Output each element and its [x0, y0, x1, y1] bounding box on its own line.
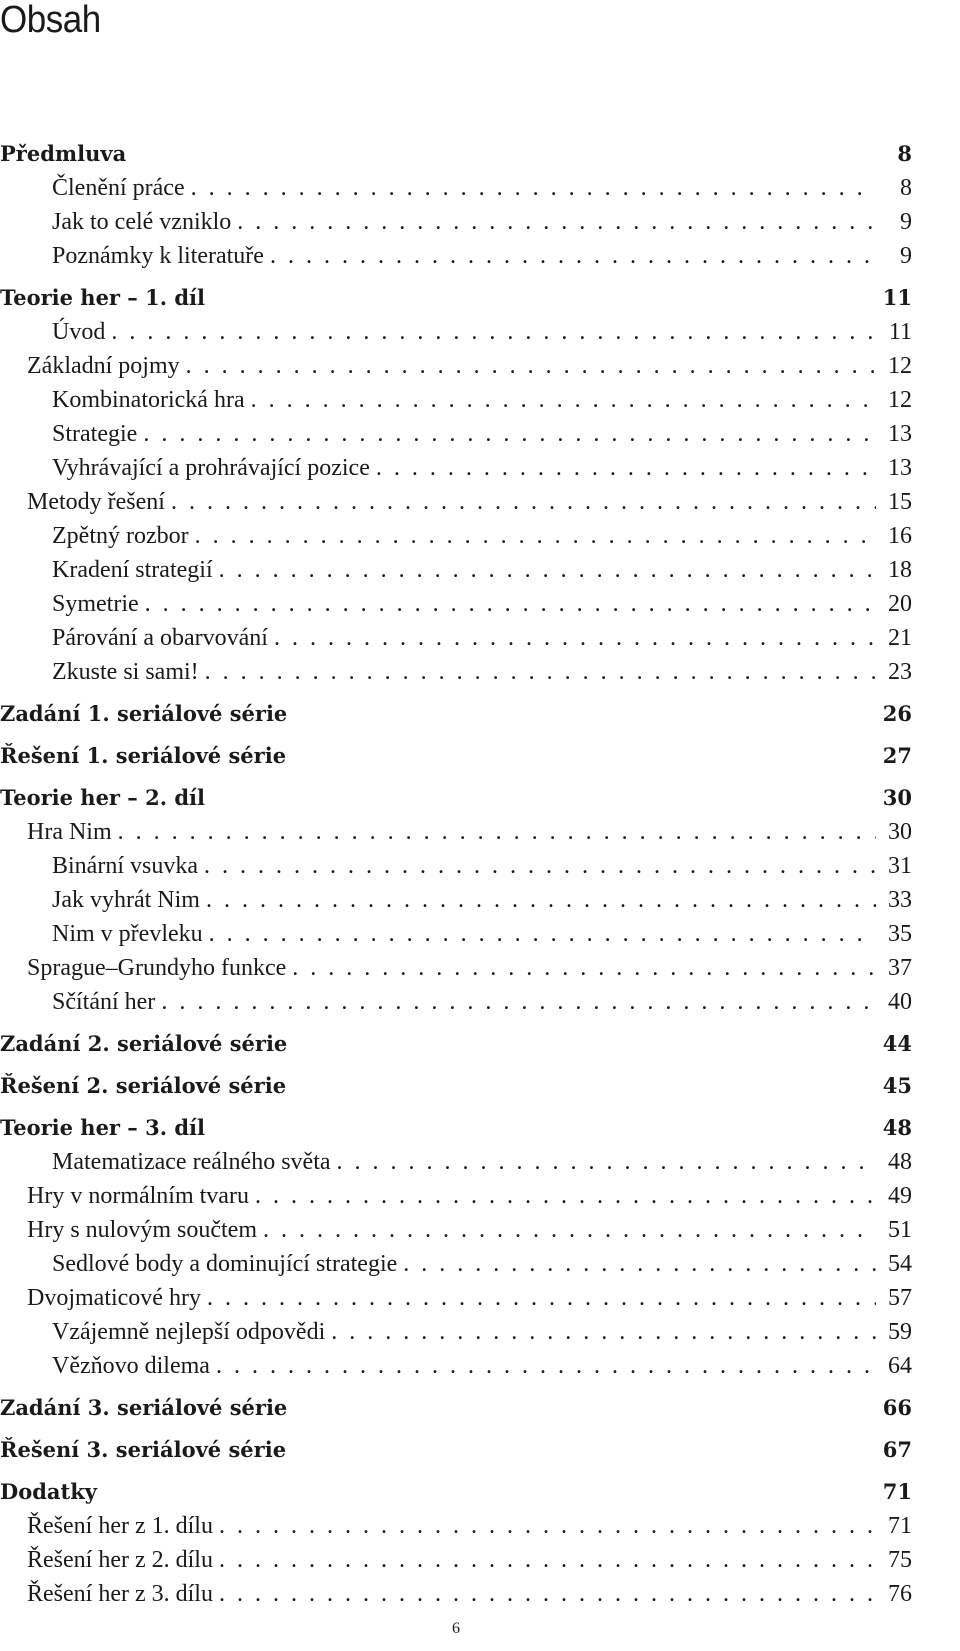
toc-entry[interactable] [0, 985, 912, 1019]
toc-leader-dots [270, 239, 876, 273]
toc-entry[interactable] [0, 553, 912, 587]
toc-leader-dots [337, 1145, 876, 1179]
toc-entry[interactable] [0, 1179, 912, 1213]
toc-entry-label: Zkuste si sami! [52, 659, 199, 685]
toc-entry[interactable] [0, 655, 912, 689]
toc-entry[interactable] [0, 815, 912, 849]
toc-entry-label: Úvod [52, 319, 106, 345]
toc-entry-page: 16 [888, 523, 912, 549]
toc-entry[interactable] [0, 587, 912, 621]
toc-entry-page: 20 [888, 591, 912, 617]
toc-part-entry[interactable] [0, 738, 912, 773]
toc-leader-dots [216, 1349, 876, 1383]
toc-entry-page: 30 [882, 785, 912, 810]
toc-entry-label: Hra Nim [27, 819, 112, 845]
toc-leader-dots [191, 171, 876, 205]
toc-part-entry[interactable] [0, 280, 912, 315]
toc-leader-dots [186, 349, 876, 383]
toc-leader-dots [219, 1577, 876, 1611]
toc-entry[interactable] [0, 205, 912, 239]
toc-entry-page: 8 [897, 141, 912, 166]
toc-entry[interactable] [0, 417, 912, 451]
toc-part-entry[interactable] [0, 780, 912, 815]
toc-entry-label: Zadání 3. seriálové série [0, 1395, 288, 1420]
toc-entry[interactable] [0, 951, 912, 985]
toc-entry[interactable] [0, 1213, 912, 1247]
toc-entry-page: 35 [888, 921, 912, 947]
toc-entry-page: 21 [888, 625, 912, 651]
toc-entry-label: Jak to celé vzniklo [52, 209, 232, 235]
toc-entry[interactable] [0, 1281, 912, 1315]
toc-leader-dots [251, 383, 876, 417]
toc-part-entry[interactable] [0, 1026, 912, 1061]
toc-leader-dots [255, 1179, 876, 1213]
toc-entry-label: Poznámky k literatuře [52, 243, 264, 269]
toc-entry-page: 8 [900, 175, 912, 201]
toc-entry-label: Řešení 2. seriálové série [0, 1073, 287, 1098]
toc-entry[interactable] [0, 1577, 912, 1611]
toc-entry-page: 13 [888, 421, 912, 447]
toc-entry-page: 67 [882, 1437, 912, 1462]
toc-entry-label: Strategie [52, 421, 138, 447]
toc-entry-page: 9 [900, 243, 912, 269]
toc-entry-label: Teorie her – 1. díl [0, 285, 205, 310]
toc-entry-label: Řešení 1. seriálové série [0, 743, 287, 768]
toc-entry-page: 51 [888, 1217, 912, 1243]
toc-entry-label: Nim v převleku [52, 921, 203, 947]
toc-entry[interactable] [0, 485, 912, 519]
toc-entry-page: 59 [888, 1319, 912, 1345]
toc-part-entry[interactable] [0, 1432, 912, 1467]
toc-entry-label: Teorie her – 3. díl [0, 1115, 205, 1140]
toc-entry-label: Symetrie [52, 591, 139, 617]
toc-entry[interactable] [0, 349, 912, 383]
toc-entry[interactable] [0, 171, 912, 205]
toc-entry-label: Kradení strategií [52, 557, 213, 583]
toc-leader-dots [292, 951, 876, 985]
toc-entry-page: 54 [888, 1251, 912, 1277]
toc-entry-page: 44 [882, 1031, 912, 1056]
toc-entry[interactable] [0, 849, 912, 883]
toc-leader-dots [143, 417, 876, 451]
toc-entry-page: 31 [888, 853, 912, 879]
toc-entry-label: Řešení her z 2. dílu [27, 1547, 213, 1573]
toc-entry-page: 30 [888, 819, 912, 845]
toc-entry-label: Párování a obarvování [52, 625, 268, 651]
toc-leader-dots [331, 1315, 876, 1349]
toc-entry-page: 48 [888, 1149, 912, 1175]
toc-leader-dots [111, 315, 876, 349]
toc-entry-page: 27 [882, 743, 912, 768]
toc-entry-page: 26 [882, 701, 912, 726]
toc-entry-label: Metody řešení [27, 489, 165, 515]
toc-leader-dots [204, 849, 876, 883]
toc-entry[interactable] [0, 1315, 912, 1349]
toc-entry-page: 11 [888, 319, 912, 345]
toc-part-entry[interactable] [0, 1110, 912, 1145]
toc-entry[interactable] [0, 383, 912, 417]
toc-entry-label: Binární vsuvka [52, 853, 198, 879]
toc-entry-label: Hry v normálním tvaru [27, 1183, 249, 1209]
toc-leader-dots [237, 205, 876, 239]
toc-entry-label: Sedlové body a dominující strategie [52, 1251, 398, 1277]
toc-leader-dots [145, 587, 876, 621]
toc-entry-page: 12 [888, 387, 912, 413]
toc-entry-label: Vězňovo dilema [52, 1353, 210, 1379]
toc-entry-page: 64 [888, 1353, 912, 1379]
toc-part-entry[interactable] [0, 1390, 912, 1425]
toc-entry-page: 45 [882, 1073, 912, 1098]
toc-entry-label: Řešení 3. seriálové série [0, 1437, 287, 1462]
toc-leader-dots [206, 883, 876, 917]
toc-entry-page: 71 [888, 1513, 912, 1539]
toc-entry-page: 57 [888, 1285, 912, 1311]
toc-entry-label: Kombinatorická hra [52, 387, 245, 413]
toc-entry-label: Zpětný rozbor [52, 523, 189, 549]
toc-entry-page: 75 [888, 1547, 912, 1573]
toc-entry-label: Dvojmaticové hry [27, 1285, 201, 1311]
toc-entry[interactable] [0, 1349, 912, 1383]
toc-entry-label: Členění práce [52, 175, 185, 201]
toc-entry-label: Základní pojmy [27, 353, 180, 379]
toc-part-entry[interactable] [0, 696, 912, 731]
toc-entry-page: 71 [882, 1479, 912, 1504]
toc-entry-page: 66 [882, 1395, 912, 1420]
toc-entry-label: Sčítání her [52, 989, 156, 1015]
toc-entry[interactable] [0, 451, 912, 485]
toc-entry-label: Vzájemně nejlepší odpovědi [52, 1319, 326, 1345]
toc-leader-dots [205, 655, 876, 689]
toc-entry[interactable] [0, 1543, 912, 1577]
toc-entry-page: 11 [882, 285, 912, 310]
toc-entry-page: 49 [888, 1183, 912, 1209]
toc-entry-page: 33 [888, 887, 912, 913]
toc-leader-dots [403, 1247, 876, 1281]
toc-entry-page: 15 [888, 489, 912, 515]
toc-entry-label: Řešení her z 3. dílu [27, 1581, 213, 1607]
page-number: 6 [452, 1620, 460, 1637]
toc-entry-page: 76 [888, 1581, 912, 1607]
toc-entry[interactable] [0, 519, 912, 553]
toc-entry[interactable] [0, 621, 912, 655]
toc-leader-dots [263, 1213, 876, 1247]
toc-entry-page: 12 [888, 353, 912, 379]
toc-entry-page: 9 [900, 209, 912, 235]
toc-entry-label: Řešení her z 1. dílu [27, 1513, 213, 1539]
toc-leader-dots [274, 621, 876, 655]
toc-part-entry[interactable] [0, 1474, 912, 1509]
toc-leader-dots [219, 553, 876, 587]
toc-leader-dots [118, 815, 876, 849]
toc-entry-label: Dodatky [0, 1479, 97, 1504]
toc-entry-label: Zadání 2. seriálové série [0, 1031, 288, 1056]
table-of-contents [0, 136, 912, 1611]
toc-entry-label: Předmluva [0, 141, 127, 166]
toc-entry-page: 18 [888, 557, 912, 583]
toc-entry[interactable] [0, 239, 912, 273]
toc-leader-dots [171, 485, 876, 519]
toc-entry-label: Jak vyhrát Nim [52, 887, 200, 913]
toc-entry-label: Sprague–Grundyho funkce [27, 955, 287, 981]
toc-entry-label: Zadání 1. seriálové série [0, 701, 288, 726]
toc-entry-label: Vyhrávající a prohrávající pozice [52, 455, 370, 481]
toc-leader-dots [376, 451, 876, 485]
toc-entry-label: Teorie her – 2. díl [0, 785, 205, 810]
toc-leader-dots [207, 1281, 876, 1315]
toc-leader-dots [219, 1543, 876, 1577]
toc-entry[interactable] [0, 1247, 912, 1281]
toc-leader-dots [195, 519, 876, 553]
toc-entry[interactable] [0, 917, 912, 951]
toc-entry-page: 48 [882, 1115, 912, 1140]
toc-entry-page: 13 [888, 455, 912, 481]
toc-entry-label: Matematizace reálného světa [52, 1149, 331, 1175]
toc-entry[interactable] [0, 315, 912, 349]
toc-part-entry[interactable] [0, 136, 912, 171]
toc-leader-dots [209, 917, 876, 951]
toc-entry[interactable] [0, 1145, 912, 1179]
page-title: Obsah [0, 0, 101, 41]
toc-entry[interactable] [0, 1509, 912, 1543]
toc-leader-dots [219, 1509, 876, 1543]
toc-entry-page: 37 [888, 955, 912, 981]
toc-entry-label: Hry s nulovým součtem [27, 1217, 257, 1243]
toc-entry-page: 23 [888, 659, 912, 685]
toc-entry[interactable] [0, 883, 912, 917]
toc-entry-page: 40 [888, 989, 912, 1015]
toc-part-entry[interactable] [0, 1068, 912, 1103]
toc-leader-dots [161, 985, 876, 1019]
